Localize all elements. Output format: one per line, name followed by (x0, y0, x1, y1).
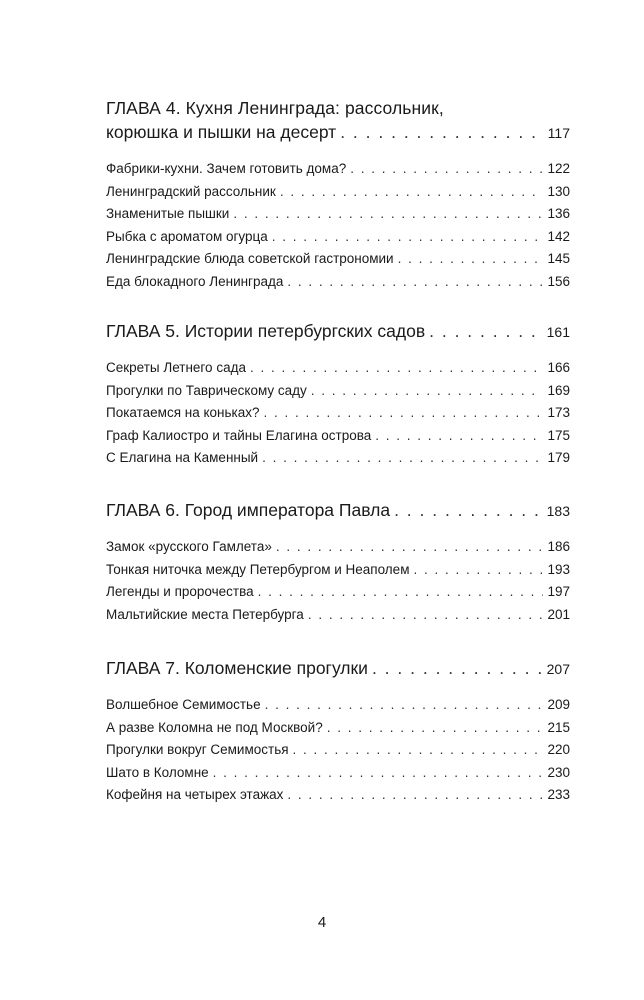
dot-leader (264, 402, 544, 425)
dot-leader (258, 581, 544, 604)
page-number-ref: 186 (547, 539, 570, 554)
entry-title: Мальтийские места Петербурга (106, 606, 304, 622)
dot-leader (350, 158, 543, 181)
dot-leader (213, 762, 544, 785)
toc-entry[interactable] (106, 784, 570, 807)
toc-entry[interactable] (106, 357, 570, 380)
dot-leader (311, 380, 544, 403)
entry-title: Ленинградские блюда советской гастрономии (106, 251, 394, 267)
dot-leader (287, 784, 543, 807)
entry-title: Еда блокадного Ленинграда (106, 273, 284, 289)
page-number-ref: 175 (547, 427, 570, 443)
chapter-title-row[interactable] (106, 120, 570, 145)
page-number-ref: 145 (547, 251, 570, 267)
page-number-ref: 136 (547, 206, 570, 222)
dot-leader (272, 226, 544, 249)
dot-leader (372, 656, 543, 680)
toc-entry[interactable] (106, 380, 570, 403)
chapter-title-row[interactable] (106, 498, 570, 523)
entry-title: Замок «русского Гамлета» (106, 539, 272, 554)
dot-leader (233, 203, 543, 226)
dot-leader (308, 604, 544, 627)
dot-leader (327, 717, 544, 740)
page-number-ref: 220 (547, 742, 570, 758)
toc-entry[interactable] (106, 447, 570, 470)
dot-leader (413, 559, 543, 582)
toc-entry[interactable] (106, 271, 570, 294)
toc-entry[interactable] (106, 717, 570, 740)
toc-chapter-5 (106, 319, 570, 470)
toc-entry[interactable] (106, 581, 570, 604)
entry-title: Покатаемся на коньках? (106, 405, 260, 421)
entry-title: Ленинградский рассольник (106, 183, 276, 199)
entry-title: Волшебное Семимостье (106, 697, 261, 712)
entry-title: А разве Коломна не под Москвой? (106, 719, 323, 735)
chapter-title-row[interactable] (106, 656, 570, 681)
dot-leader (398, 248, 544, 271)
toc-chapter-6 (106, 498, 570, 626)
dot-leader (394, 498, 543, 522)
page-number-ref: 183 (546, 503, 570, 519)
toc-entry[interactable] (106, 604, 570, 627)
toc-entry[interactable] (106, 739, 570, 762)
dot-leader (250, 357, 544, 380)
entry-list (106, 694, 570, 807)
page-number-ref: 193 (547, 561, 570, 577)
page-number-ref: 161 (546, 324, 570, 340)
page-number-ref: 215 (547, 719, 570, 735)
page-number-ref: 169 (547, 382, 570, 398)
page-number-ref: 117 (547, 125, 570, 141)
toc-entry[interactable] (106, 536, 570, 559)
toc-entry[interactable] (106, 158, 570, 181)
toc-entry[interactable] (106, 559, 570, 582)
entry-title: С Елагина на Каменный (106, 450, 259, 466)
entry-title: Прогулки вокруг Семимостья (106, 742, 289, 758)
page-number-ref: 197 (547, 584, 570, 600)
page-number-ref: 166 (547, 360, 570, 375)
entry-title: Фабрики-кухни. Зачем готовить дома? (106, 161, 347, 176)
toc-entry[interactable] (106, 402, 570, 425)
dot-leader (429, 319, 543, 343)
entry-title: Граф Калиостро и тайны Елагина острова (106, 427, 372, 443)
entry-title: Кофейня на четырех этажах (106, 787, 284, 803)
dot-leader (276, 536, 544, 559)
page-number-ref: 201 (547, 606, 570, 622)
chapter-title: корюшка и пышки на десерт (106, 122, 337, 142)
toc-entry[interactable] (106, 181, 570, 204)
page-number-ref: 233 (547, 787, 570, 803)
dot-leader (293, 739, 544, 762)
toc-entry[interactable] (106, 762, 570, 785)
toc-entry[interactable] (106, 248, 570, 271)
page-number-ref: 209 (547, 697, 570, 712)
entry-title: Рыбка с ароматом огурца (106, 228, 268, 244)
page-number: 4 (317, 914, 327, 931)
toc-entry[interactable] (106, 694, 570, 717)
toc-entry[interactable] (106, 425, 570, 448)
page-number-ref: 156 (547, 273, 570, 289)
entry-list (106, 536, 570, 626)
page-number-ref: 179 (547, 450, 570, 466)
entry-title: Шато в Коломне (106, 764, 209, 780)
page-number-ref: 130 (547, 183, 570, 199)
page-number-ref: 207 (546, 661, 570, 677)
page-number-ref: 173 (547, 405, 570, 421)
chapter-title: ГЛАВА 6. Город императора Павла (106, 500, 391, 520)
chapter-title: ГЛАВА 5. Истории петербургских садов (106, 321, 426, 341)
page-number-ref: 122 (547, 161, 570, 176)
toc-entry[interactable] (106, 203, 570, 226)
toc-chapter-4 (106, 96, 570, 294)
entry-list (106, 158, 570, 294)
chapter-title-row[interactable] (106, 319, 570, 344)
entry-list (106, 357, 570, 470)
page-number-ref: 230 (547, 764, 570, 780)
dot-leader (265, 694, 544, 717)
dot-leader (287, 271, 543, 294)
entry-title: Прогулки по Таврическому саду (106, 382, 307, 398)
toc-chapter-7 (106, 656, 570, 807)
dot-leader (375, 425, 543, 448)
chapter-title: ГЛАВА 7. Коломенские прогулки (106, 658, 368, 678)
dot-leader (262, 447, 543, 470)
entry-title: Знаменитые пышки (106, 206, 230, 222)
dot-leader (280, 181, 544, 204)
entry-title: Легенды и пророчества (106, 584, 254, 600)
chapter-title: ГЛАВА 4. Кухня Ленинграда: рассольник, (106, 98, 444, 118)
toc-entry[interactable] (106, 226, 570, 249)
dot-leader (340, 120, 543, 144)
entry-title: Секреты Летнего сада (106, 360, 246, 375)
entry-title: Тонкая ниточка между Петербургом и Неаполем (106, 561, 410, 577)
page-number-ref: 142 (547, 228, 570, 244)
